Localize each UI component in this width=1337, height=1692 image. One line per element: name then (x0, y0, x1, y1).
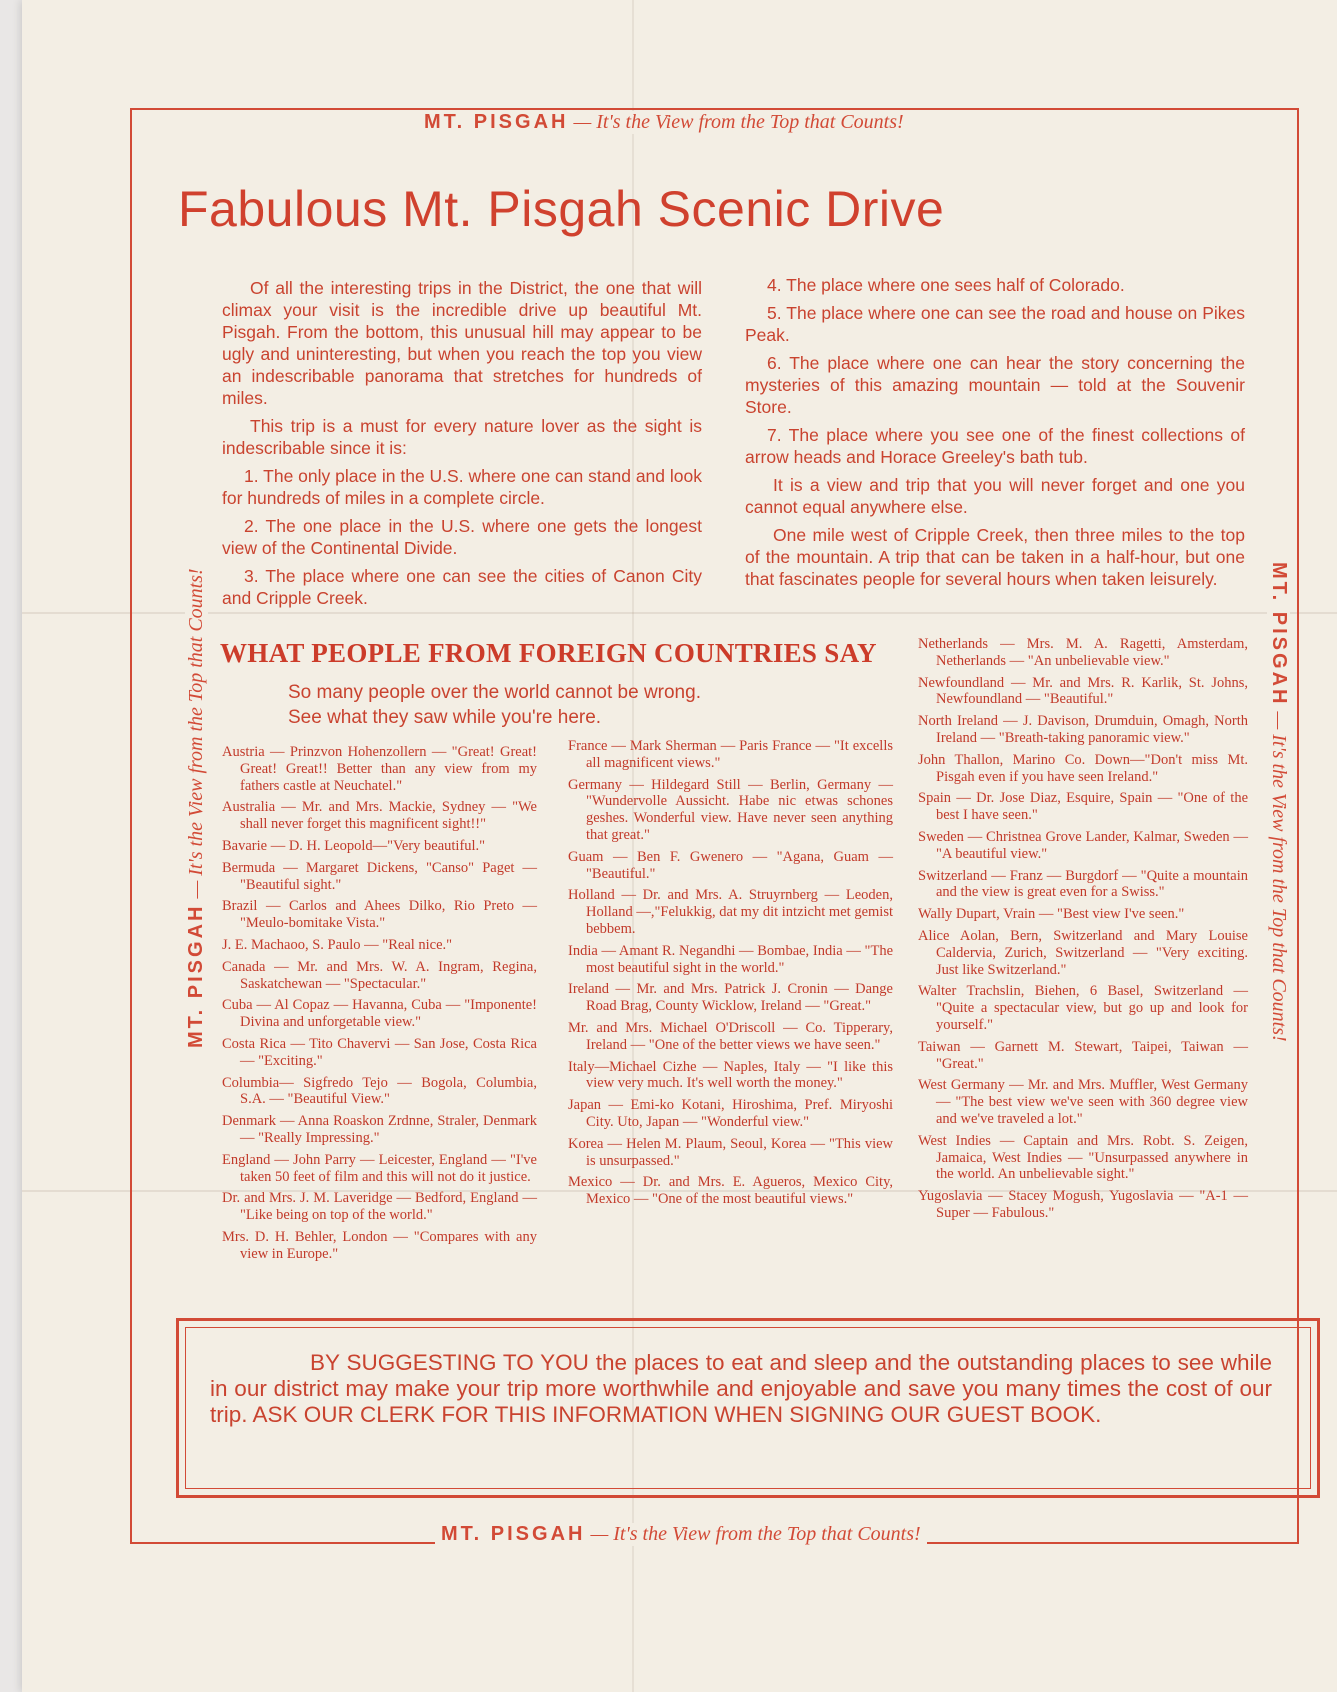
foreign-subheading-line: See what they saw while you're here. (288, 707, 602, 728)
testimonial: Walter Trachslin, Biehen, 6 Basel, Switzerland — "Quite a spectacular view, but go up and look for yourself." (918, 983, 1248, 1033)
testimonial: Austria — Prinzvon Hohenzollern — "Great! Great! Great! Great!! Better than any view from my fathers castle at Neuchatel." (222, 744, 537, 794)
tagline-brand: MT. PISGAH (1268, 562, 1290, 707)
testimonial: Wally Dupart, Vrain — "Best view I've seen." (918, 906, 1185, 923)
testimonial: Japan — Emi-ko Kotani, Hiroshima, Pref. Miryoshi City. Uto, Japan — "Wonderful view." (568, 1097, 893, 1130)
intro-paragraph: Of all the interesting trips in the District, the one that will climax your visit is the incredible drive up beautiful Mt. Pisgah. From the bottom, this unusual hill may appear to be ugly and uninteresting, but when you reach the top you view an indescribable panorama that stretches for hundreds of miles. (222, 278, 702, 408)
tagline-brand: MT. PISGAH (424, 111, 569, 133)
foreign-subheading (288, 680, 848, 730)
page-title: Fabulous Mt. Pisgah Scenic Drive (178, 181, 945, 237)
tagline-motto: — It's the View from the Top that Counts! (573, 111, 904, 133)
testimonial: Guam — Ben F. Gwenero — "Agana, Guam — "Beautiful." (568, 848, 893, 882)
testimonial: Ireland — Mr. and Mrs. Patrick J. Cronin — Dange Road Brag, County Wicklow, Ireland — "Great." (568, 981, 893, 1015)
tagline-motto: — It's the View from the Top that Counts! (590, 1523, 921, 1545)
foreign-subheading-line: So many people over the world cannot be wrong. (288, 682, 701, 703)
testimonial: Yugoslavia — Stacey Mogush, Yugoslavia — "A-1 — Super — Fabulous." (918, 1188, 1248, 1221)
tagline-right (1267, 556, 1290, 1048)
intro-list-item: 2. The one place in the U.S. where one gets the longest view of the Continental Divide. (222, 516, 702, 558)
intro-column-left (222, 277, 702, 615)
testimonials-column-1 (222, 744, 537, 1268)
testimonial: Germany — Hildegard Still — Berlin, Germany — "Wundervolle Aussicht. Habe nic etwas schones geshes. Wonderful view. Have never seen anything that great." (568, 776, 893, 843)
intro-list-item: 1. The only place in the U.S. where one can stand and look for hundreds of miles in a complete circle. (222, 466, 702, 508)
testimonial: West Indies — Captain and Mrs. Robt. S. Zeigen, Jamaica, West Indies — "Unsurpassed anywhere in the world. An unbelievable sight." (918, 1132, 1248, 1183)
testimonial: Taiwan — Garnett M. Stewart, Taipei, Taiwan — "Great." (918, 1038, 1248, 1072)
testimonial: Newfoundland — Mr. and Mrs. R. Karlik, St. Johns, Newfoundland — "Beautiful." (918, 674, 1248, 708)
tagline-motto: — It's the View from the Top that Counts! (1268, 711, 1290, 1042)
intro-paragraph: It is a view and trip that you will never forget and one you cannot equal anywhere else. (745, 475, 1245, 517)
tagline-top (418, 111, 910, 134)
testimonial: Costa Rica — Tito Chavervi — San Jose, Costa Rica — "Exciting." (222, 1035, 537, 1069)
intro-list-item: 3. The place where one can see the cities of Canon City and Cripple Creek. (222, 566, 702, 608)
testimonials-column-3 (918, 636, 1248, 1227)
testimonial: Alice Aolan, Bern, Switzerland and Mary Louise Caldervia, Zurich, Switzerland — "Very exciting. Just like Switzerland." (918, 927, 1248, 978)
testimonial: Mexico — Dr. and Mrs. E. Agueros, Mexico City, Mexico — "One of the most beautiful views." (568, 1174, 893, 1208)
intro-list-item: 4. The place where one sees half of Colorado. (767, 275, 1125, 295)
testimonial: North Ireland — J. Davison, Drumduin, Omagh, North Ireland — "Breath-taking panoramic view." (918, 713, 1248, 746)
testimonial: France — Mark Sherman — Paris France — "It excells all magnificent views." (568, 738, 893, 771)
intro-paragraph: One mile west of Cripple Creek, then three miles to the top of the mountain. A trip that can be taken in a half-hour, but one that fascinates people for several hours when taken leisurely. (745, 525, 1245, 589)
testimonial: Denmark — Anna Roaskon Zrdnne, Straler, Denmark — "Really Impressing." (222, 1113, 537, 1146)
testimonial: Bermuda — Margaret Dickens, "Canso" Paget — "Beautiful sight." (222, 859, 537, 893)
testimonial: Sweden — Christnea Grove Lander, Kalmar, Sweden — "A beautiful view." (918, 828, 1248, 862)
testimonial: Korea — Helen M. Plaum, Seoul, Korea — "This view is unsurpassed." (568, 1135, 893, 1169)
testimonial: J. E. Machaoo, S. Paulo — "Real nice." (222, 936, 453, 953)
testimonial: Bavarie — D. H. Leopold—"Very beautiful." (222, 837, 486, 854)
testimonial: Cuba — Al Copaz — Havanna, Cuba — "Imponente! Divina and unforgetable view." (222, 997, 537, 1031)
testimonial: John Thallon, Marino Co. Down—"Don't miss Mt. Pisgah even if you have seen Ireland." (918, 751, 1248, 785)
testimonial: Mr. and Mrs. Michael O'Driscoll — Co. Tipperary, Ireland — "One of the better views we have seen." (568, 1019, 893, 1053)
foreign-heading: WHAT PEOPLE FROM FOREIGN COUNTRIES SAY (220, 638, 877, 668)
testimonial: Australia — Mr. and Mrs. Mackie, Sydney — "We shall never forget this magnificent sight!!" (222, 799, 537, 833)
testimonial: India — Amant R. Negandhi — Bombae, India — "The most beautiful sight in the world." (568, 942, 893, 976)
tagline-left (185, 562, 208, 1054)
intro-paragraph: This trip is a must for every nature lover as the sight is indescribable since it is: (222, 416, 702, 458)
tagline-brand: MT. PISGAH (185, 903, 207, 1048)
intro-list-item: 6. The place where one can hear the story concerning the mysteries of this amazing mountain — told at the Souvenir Store. (745, 353, 1245, 417)
testimonial: West Germany — Mr. and Mrs. Muffler, West Germany — "The best view we've seen with 360 degree view and we've traveled a lot." (918, 1077, 1248, 1127)
testimonial: Spain — Dr. Jose Diaz, Esquire, Spain — "One of the best I have seen." (918, 790, 1248, 824)
testimonial: Italy—Michael Cizhe — Naples, Italy — "I like this view very much. It's well worth the money." (568, 1058, 893, 1092)
testimonial: Canada — Mr. and Mrs. W. A. Ingram, Regina, Saskatchewan — "Spectacular." (222, 958, 537, 992)
tagline-bottom (435, 1523, 927, 1546)
intro-list-item: 5. The place where one can see the road and house on Pikes Peak. (745, 303, 1245, 345)
testimonial: Mrs. D. H. Behler, London — "Compares with any view in Europe." (222, 1228, 537, 1262)
intro-column-right (745, 274, 1245, 596)
testimonial: England — John Parry — Leicester, England — "I've taken 50 feet of film and this will not do it justice. (222, 1151, 537, 1185)
testimonial: Dr. and Mrs. J. M. Laveridge — Bedford, England — "Like being on top of the world." (222, 1190, 537, 1224)
intro-list-item: 7. The place where you see one of the finest collections of arrow heads and Horace Greeley's bath tub. (745, 425, 1245, 467)
testimonial: Columbia— Sigfredo Tejo — Bogola, Columbia, S.A. — "Beautiful View." (222, 1074, 537, 1108)
tagline-brand: MT. PISGAH (441, 1523, 586, 1545)
testimonial: Netherlands — Mrs. M. A. Ragetti, Amsterdam, Netherlands — "An unbelievable view." (918, 636, 1248, 669)
testimonials-column-2 (568, 738, 893, 1213)
tagline-motto: — It's the View from the Top that Counts! (185, 568, 207, 899)
testimonial: Brazil — Carlos and Ahees Dilko, Rio Preto — "Meulo-bomitake Vista." (222, 898, 537, 932)
testimonial: Switzerland — Franz — Burgdorf — "Quite a mountain and the view is great even for a Swiss." (918, 867, 1248, 901)
info-box-text: BY SUGGESTING TO YOU the places to eat and sleep and the outstanding places to see while in our district may make your trip more worthwhile and enjoyable and save you many times the cost of our trip. ASK OUR CLERK FOR THIS INFORMATION WHEN SIGNING OUR GUEST BOOK. (210, 1350, 1272, 1427)
testimonial: Holland — Dr. and Mrs. A. Struyrnberg — Leoden, Holland —,"Felukkig, dat my dit intzicht met gemist bebbem. (568, 887, 893, 937)
